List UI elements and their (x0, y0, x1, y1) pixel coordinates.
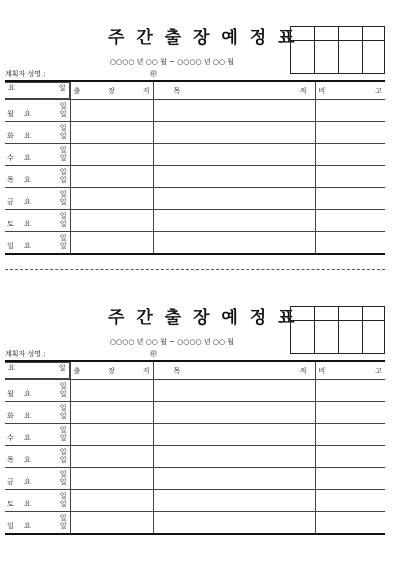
day-char: 화 (7, 412, 14, 420)
day-char: 일 (7, 522, 14, 530)
place-cell[interactable] (70, 446, 153, 468)
header-purpose: 목 적 (153, 81, 315, 100)
seal-mark: ㊞ (150, 350, 157, 358)
note-cell[interactable] (315, 144, 385, 166)
day-suffix: 일 (59, 470, 67, 478)
table-row (5, 232, 385, 255)
table-row (5, 188, 385, 210)
day-suffix: 일 (59, 382, 67, 390)
day-cell (5, 380, 70, 402)
note-cell[interactable] (315, 232, 385, 255)
day-char: 목 (7, 456, 14, 464)
table-row (5, 166, 385, 188)
place-cell[interactable] (70, 490, 153, 512)
day-suffix: 일 (59, 198, 67, 206)
purpose-cell[interactable] (153, 490, 315, 512)
purpose-cell[interactable] (153, 210, 315, 232)
day-cell (5, 166, 70, 188)
table-row (5, 512, 385, 535)
day-cell (5, 446, 70, 468)
maker-line (5, 68, 155, 80)
day-char: 토 (7, 500, 14, 508)
day-cell (5, 100, 70, 122)
header-row (5, 361, 385, 380)
day-suffix: 일 (59, 412, 67, 420)
schedule-table (5, 80, 385, 255)
note-cell[interactable] (315, 166, 385, 188)
note-cell[interactable] (315, 446, 385, 468)
note-cell[interactable] (315, 100, 385, 122)
header-purpose: 목 적 (153, 361, 315, 380)
day-char: 요 (24, 154, 31, 162)
place-cell[interactable] (70, 210, 153, 232)
table-row (5, 446, 385, 468)
maker-line (5, 348, 155, 360)
day-cell (5, 468, 70, 490)
place-cell[interactable] (70, 402, 153, 424)
day-cell (5, 490, 70, 512)
header-row (5, 81, 385, 100)
place-cell[interactable] (70, 424, 153, 446)
approval-box (290, 306, 385, 354)
note-cell[interactable] (315, 512, 385, 535)
day-cell (5, 188, 70, 210)
place-cell[interactable] (70, 188, 153, 210)
day-suffix: 일 (59, 146, 67, 154)
day-char: 요 (24, 220, 31, 228)
day-char: 토 (7, 220, 14, 228)
seal-mark: ㊞ (150, 70, 157, 78)
note-cell[interactable] (315, 424, 385, 446)
day-suffix: 일 (59, 154, 67, 162)
approval-box (290, 26, 385, 74)
purpose-cell[interactable] (153, 512, 315, 535)
day-cell (5, 122, 70, 144)
day-suffix: 일 (59, 514, 67, 522)
day-suffix: 일 (59, 242, 67, 250)
purpose-cell[interactable] (153, 446, 315, 468)
purpose-cell[interactable] (153, 166, 315, 188)
day-char: 요 (24, 176, 31, 184)
day-suffix: 일 (59, 124, 67, 132)
day-char: 요 (24, 132, 31, 140)
note-cell[interactable] (315, 402, 385, 424)
day-char: 요 (24, 456, 31, 464)
day-suffix: 일 (59, 492, 67, 500)
purpose-cell[interactable] (153, 122, 315, 144)
table-row (5, 122, 385, 144)
place-cell[interactable] (70, 144, 153, 166)
day-char: 요 (24, 412, 31, 420)
day-char: 요 (24, 434, 31, 442)
table-row (5, 100, 385, 122)
header-note: 비 고 (315, 361, 385, 380)
purpose-cell[interactable] (153, 402, 315, 424)
day-suffix: 일 (59, 110, 67, 118)
day-suffix: 일 (59, 234, 67, 242)
day-suffix: 일 (59, 448, 67, 456)
day-suffix: 일 (59, 522, 67, 530)
note-cell[interactable] (315, 210, 385, 232)
day-char: 요 (24, 500, 31, 508)
day-char: 수 (7, 154, 14, 162)
note-cell[interactable] (315, 490, 385, 512)
period-range: ○○○○ 년 ○○ 월 ~ ○○○○ 년 ○○ 월 (110, 338, 235, 346)
day-char: 요 (24, 198, 31, 206)
table-row (5, 380, 385, 402)
header-day: 요 일 (5, 82, 70, 99)
day-cell (5, 402, 70, 424)
header-day: 요 일 (5, 362, 70, 379)
day-char: 요 (24, 522, 31, 530)
day-char: 요 (24, 110, 31, 118)
maker-label: 계획자 성명 : (5, 70, 46, 78)
note-cell[interactable] (315, 468, 385, 490)
purpose-cell[interactable] (153, 424, 315, 446)
purpose-cell[interactable] (153, 144, 315, 166)
schedule-table (5, 360, 385, 535)
place-cell[interactable] (70, 122, 153, 144)
day-cell (5, 232, 70, 255)
day-char: 금 (7, 198, 14, 206)
page-title: 주 간 출 장 예 정 표 (108, 28, 298, 48)
table-row (5, 490, 385, 512)
day-suffix: 일 (59, 190, 67, 198)
purpose-cell[interactable] (153, 232, 315, 255)
day-suffix: 일 (59, 478, 67, 486)
day-char: 목 (7, 176, 14, 184)
table-row (5, 402, 385, 424)
cut-line (5, 269, 385, 270)
day-cell (5, 144, 70, 166)
day-suffix: 일 (59, 168, 67, 176)
note-cell[interactable] (315, 188, 385, 210)
purpose-cell[interactable] (153, 188, 315, 210)
day-char: 수 (7, 434, 14, 442)
day-suffix: 일 (59, 426, 67, 434)
header-note: 비 고 (315, 81, 385, 100)
day-char: 일 (7, 242, 14, 250)
day-suffix: 일 (59, 132, 67, 140)
day-char: 요 (24, 242, 31, 250)
page-title: 주 간 출 장 예 정 표 (108, 308, 298, 328)
place-cell[interactable] (70, 100, 153, 122)
day-suffix: 일 (59, 404, 67, 412)
day-char: 화 (7, 132, 14, 140)
purpose-cell[interactable] (153, 468, 315, 490)
day-char: 요 (24, 478, 31, 486)
place-cell[interactable] (70, 468, 153, 490)
table-row (5, 144, 385, 166)
header-place: 출 장 지 (70, 361, 153, 380)
day-suffix: 일 (59, 102, 67, 110)
table-row (5, 468, 385, 490)
day-suffix: 일 (59, 456, 67, 464)
day-suffix: 일 (59, 212, 67, 220)
day-char: 요 (24, 390, 31, 398)
maker-label: 계획자 성명 : (5, 350, 46, 358)
period-range: ○○○○ 년 ○○ 월 ~ ○○○○ 년 ○○ 월 (110, 58, 235, 66)
header-place: 출 장 지 (70, 81, 153, 100)
purpose-cell[interactable] (153, 380, 315, 402)
day-suffix: 일 (59, 220, 67, 228)
place-cell[interactable] (70, 380, 153, 402)
day-suffix: 일 (59, 390, 67, 398)
day-suffix: 일 (59, 500, 67, 508)
note-cell[interactable] (315, 380, 385, 402)
note-cell[interactable] (315, 122, 385, 144)
day-cell (5, 512, 70, 535)
day-suffix: 일 (59, 434, 67, 442)
day-suffix: 일 (59, 176, 67, 184)
day-char: 월 (7, 390, 14, 398)
place-cell[interactable] (70, 166, 153, 188)
place-cell[interactable] (70, 512, 153, 535)
purpose-cell[interactable] (153, 100, 315, 122)
place-cell[interactable] (70, 232, 153, 255)
day-char: 금 (7, 478, 14, 486)
table-row (5, 210, 385, 232)
day-cell (5, 424, 70, 446)
day-cell (5, 210, 70, 232)
day-char: 월 (7, 110, 14, 118)
table-row (5, 424, 385, 446)
